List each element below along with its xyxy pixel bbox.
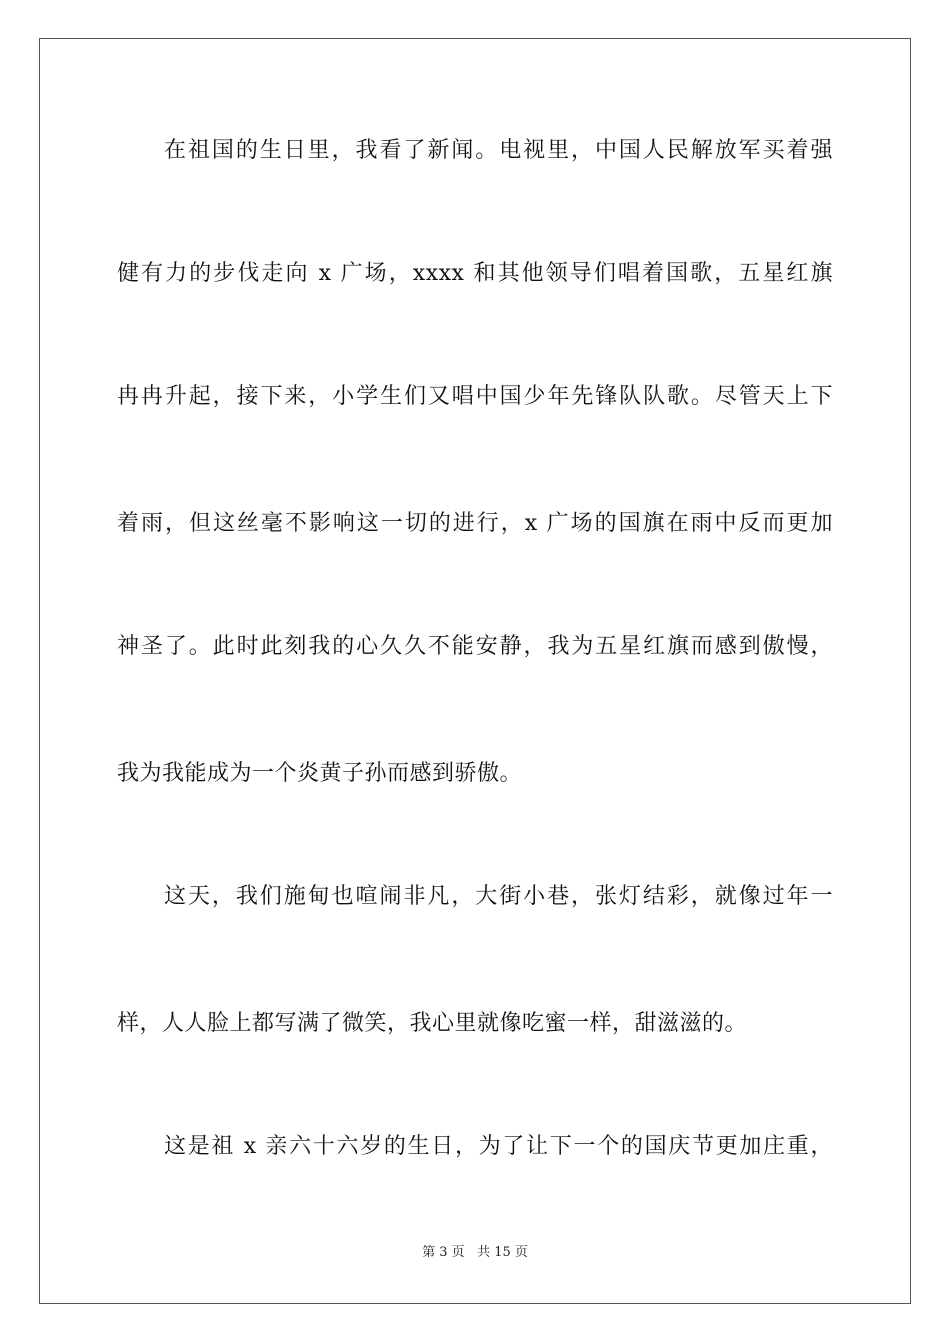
page-footer xyxy=(0,1244,950,1262)
paragraph-2-line-2: 样，人人脸上都写满了微笑，我心里就像吃蜜一样，甜滋滋的。 xyxy=(117,1011,748,1036)
paragraph-1-line-5: 神圣了。此时此刻我的心久久不能安静，我为五星红旗而感到傲慢， xyxy=(117,634,833,659)
paragraph-1-line-6: 我为我能成为一个炎黄子孙而感到骄傲。 xyxy=(117,761,523,786)
total-pages: 共 15 页 xyxy=(477,1245,528,1260)
paragraph-1-line-1: 在祖国的生日里，我看了新闻。电视里，中国人民解放军买着强 xyxy=(164,138,833,163)
paragraph-2-line-1: 这天，我们施甸也喧闹非凡，大街小巷，张灯结彩，就像过年一 xyxy=(164,884,833,909)
page-number: 第 3 页 xyxy=(422,1245,465,1260)
page-border xyxy=(39,38,911,1304)
paragraph-1-line-3: 冉冉升起，接下来，小学生们又唱中国少年先锋队队歌。尽管天上下 xyxy=(117,384,833,409)
paragraph-3-line-1: 这是祖 x 亲六十六岁的生日，为了让下一个的国庆节更加庄重， xyxy=(164,1134,833,1159)
paragraph-1-line-4: 着雨，但这丝毫不影响这一切的进行，x 广场的国旗在雨中反而更加 xyxy=(117,511,833,536)
paragraph-1-line-2: 健有力的步伐走向 x 广场，xxxx 和其他领导们唱着国歌，五星红旗 xyxy=(117,261,833,286)
